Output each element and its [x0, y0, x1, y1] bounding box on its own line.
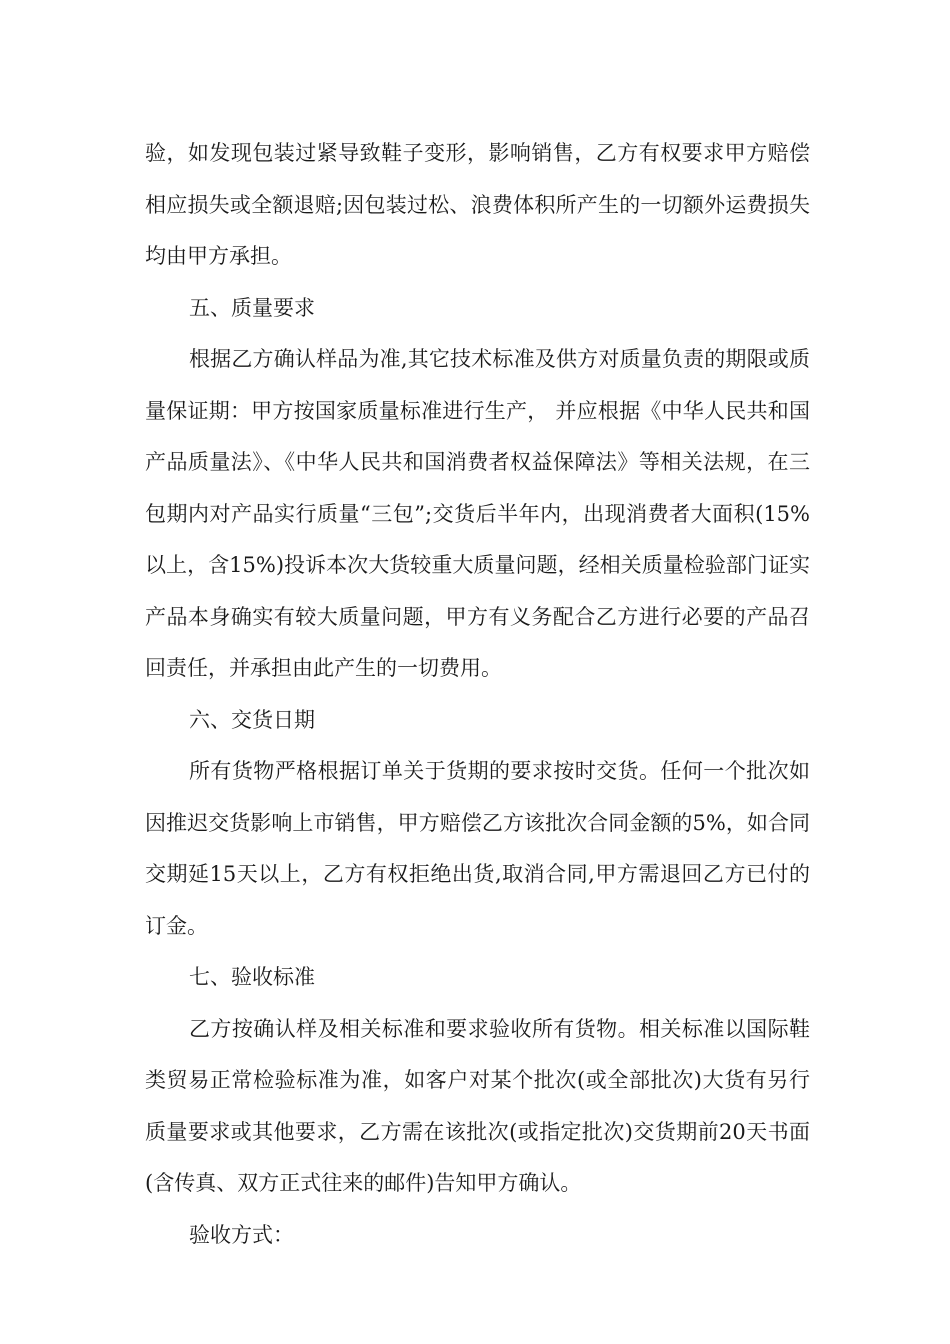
document-body: [145, 128, 810, 1261]
section-heading-delivery-date: 六、交货日期: [189, 707, 315, 732]
section-heading-acceptance-standard: 七、验收标准: [189, 965, 315, 989]
section-heading-quality: 五、质量要求: [189, 295, 315, 320]
paragraph-delivery-date: 所有货物严格根据订单关于货期的要求按时交货。任何一个批次如因推迟交货影响上市销售，甲方赔偿乙方该批次合同金额的5%，如合同交期延15天以上，乙方有权拒绝出货,取消合同,甲方需退回乙方已付的订金。: [145, 759, 810, 938]
paragraph-packaging-continuation: 验，如发现包装过紧导致鞋子变形，影响销售，乙方有权要求甲方赔偿相应损失或全额退赔;因包装过松、浪费体积所产生的一切额外运费损失均由甲方承担。: [145, 141, 810, 268]
paragraph-acceptance-method: 验收方式：: [189, 1222, 294, 1247]
paragraph-quality-requirements: 根据乙方确认样品为准,其它技术标准及供方对质量负责的期限或质量保证期：甲方按国家质量标准进行生产， 并应根据《中华人民共和国产品质量法》、《中华人民共和国消费者权益保障法》等相关法规，在三包期内对产品实行质量“三包”;交货后半年内，出现消费者大面积(15%以上，含15%)投诉本次大货较重大质量问题，经相关质量检验部门证实产品本身确实有较大质量问题，甲方有义务配合乙方进行必要的产品召回责任，并承担由此产生的一切费用。: [145, 347, 810, 680]
paragraph-acceptance-standard: 乙方按确认样及相关标准和要求验收所有货物。相关标准以国际鞋类贸易正常检验标准为准，如客户对某个批次(或全部批次)大货有另行质量要求或其他要求，乙方需在该批次(或指定批次)交货期前20天书面(含传真、双方正式往来的邮件)告知甲方确认。: [145, 1016, 810, 1195]
